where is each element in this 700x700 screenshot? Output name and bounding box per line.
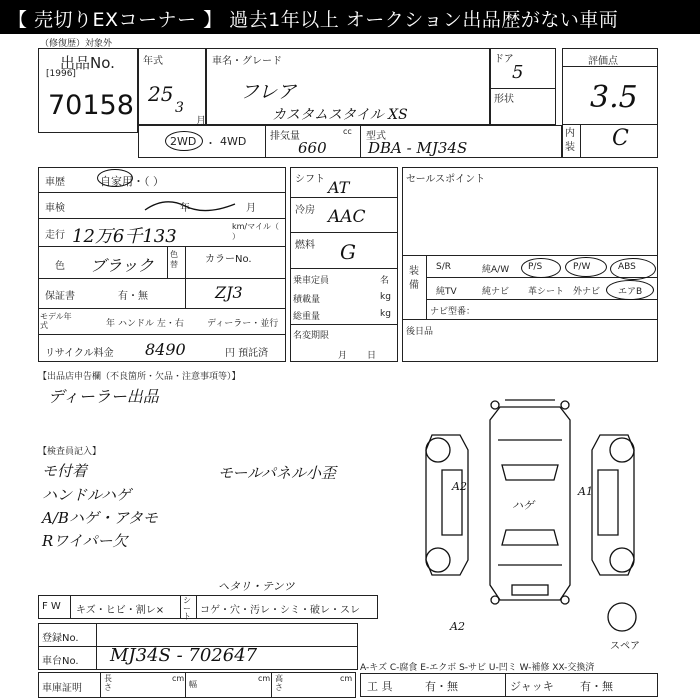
legend: A-キズ C-腐食 E-エクボ S-サビ U-凹ミ W-補修 XX-交換済	[360, 663, 595, 673]
ac-value: AAC	[328, 207, 366, 227]
seller-label: 【出品店申告欄（不良箇所・欠品・注意事項等）】	[38, 372, 241, 382]
note-3: A/Bハゲ・アタモ	[42, 509, 158, 527]
lot-number: 70158	[48, 90, 134, 121]
handle-label: ハンドル 左・右	[118, 319, 184, 329]
row-line-5	[38, 308, 286, 309]
row-line-4	[38, 278, 286, 279]
equip-row-1-item: P/W	[573, 262, 591, 272]
fw-vline	[70, 595, 71, 619]
drive-4wd: 4WD	[220, 135, 247, 148]
cert-row	[38, 672, 356, 698]
interior-value: C	[612, 126, 629, 151]
tools-vline	[505, 673, 506, 697]
equip-bottom-line	[402, 319, 658, 320]
height-cm: cm	[340, 674, 353, 683]
grade: カスタムスタイル XS	[272, 107, 408, 123]
jack-value: 有・無	[580, 680, 613, 693]
equip-vline	[426, 255, 427, 319]
color-label: 色	[55, 261, 65, 272]
recycle-unit: 円 預託済	[225, 348, 269, 359]
note-2: ハンドルハゲ	[42, 486, 131, 504]
dealer-label: ディーラー・並行	[207, 319, 279, 329]
model-year-unit: 年	[106, 319, 116, 329]
door-label: ドア	[494, 54, 514, 65]
inspection-label: 車検	[45, 203, 65, 214]
capacity-unit: 名	[380, 276, 390, 286]
equip-top-line	[402, 255, 658, 256]
equip-row-1-item: S/R	[436, 262, 451, 272]
interior-vline	[580, 124, 581, 158]
color-vline-2	[185, 246, 186, 308]
cert-vline-1	[100, 672, 101, 698]
top-note: （修復歴）対象外	[40, 39, 113, 49]
equip-row-1-item: P/S	[528, 262, 543, 272]
car-name: フレア	[240, 81, 297, 103]
score-label: 評価点	[588, 56, 618, 67]
banner	[0, 0, 700, 34]
recycle-value: 8490	[145, 340, 186, 359]
inspection-month: 月	[246, 203, 256, 214]
shift-label: シフト	[295, 174, 325, 185]
seat-items: コゲ・穴・汚レ・シミ・破レ・スレ	[200, 605, 360, 616]
equip-row-1-item: 純A/W	[482, 265, 510, 275]
mileage-unit: km/マイル（ ）	[232, 222, 279, 241]
abs-circle	[610, 258, 656, 280]
equip-row-2-item: エアB	[618, 287, 643, 297]
car-name-label: 車名・グレード	[212, 56, 282, 67]
seat-label: シート	[183, 596, 191, 621]
model-label: 型式	[366, 131, 386, 142]
cert-vline-2	[185, 672, 186, 698]
drive-vline	[265, 125, 266, 158]
recycle-label: リサイクル料金	[45, 348, 114, 359]
shape-label: 形状	[494, 94, 514, 105]
door-value: 5	[512, 62, 524, 83]
fuel-label: 燃料	[295, 240, 315, 251]
model-vline	[360, 125, 361, 158]
color-no-label: カラーNo.	[205, 254, 252, 265]
displacement-value: 660	[298, 139, 327, 157]
spare-wheel-icon	[605, 600, 639, 634]
drive-2wd: 2WD	[170, 135, 197, 148]
later-label: 後日品	[406, 327, 434, 337]
displacement-unit: cc	[343, 127, 352, 136]
lot-sub: [1996]	[46, 69, 76, 79]
mark-a2-left: A2	[452, 480, 467, 493]
cert-vline-3	[271, 672, 272, 698]
spec-line-1	[290, 197, 398, 198]
note-1: モ付着	[42, 462, 88, 480]
sales-point-label: セールスポイント	[406, 174, 486, 185]
fw-items: キズ・ヒビ・割レ×	[76, 605, 165, 616]
warranty-label: 保証書	[45, 291, 75, 302]
reg-no-label: 登録No.	[42, 633, 79, 644]
name-change-unit: 月日	[338, 351, 397, 361]
note-5: モールパネル小歪	[218, 464, 337, 482]
equip-row-2-item: 純ナビ	[482, 287, 510, 297]
ps-circle	[521, 258, 561, 278]
load-label: 積載量	[293, 295, 321, 305]
inspector-label: 【検査員記入】	[38, 447, 102, 457]
year-label: 年式	[143, 56, 163, 67]
navi-label: ナビ型番：	[430, 307, 476, 317]
drive-2wd-circle	[165, 131, 203, 151]
row-line-1	[38, 192, 286, 193]
color-value: ブラック	[90, 256, 154, 275]
model-year-label: モデル年式	[40, 312, 72, 330]
fuel-value: G	[340, 240, 356, 264]
mileage-label: 走行	[45, 230, 65, 241]
mileage-value: 12万6千133	[72, 226, 177, 247]
banner-title: 【 売切りEXコーナー 】 過去1年以上 オークション出品歴がない車両	[8, 9, 619, 31]
drive-sep: ・	[205, 137, 216, 150]
chassis-value: MJ34S - 702647	[110, 645, 258, 666]
inspection-year: 年	[180, 203, 190, 214]
ac-label: 冷房	[295, 205, 315, 216]
jack-label: ジャッキ	[510, 680, 554, 693]
mark-a1-right: A1	[578, 485, 593, 498]
length-label: 長さ	[104, 674, 112, 692]
tools-row	[360, 673, 658, 697]
displacement-label: 排気量	[270, 131, 300, 142]
seat-note: ヘタリ・テンツ	[218, 580, 295, 593]
spec-line-3	[290, 268, 398, 269]
month-value: 3	[175, 100, 184, 116]
gross-unit: kg	[380, 309, 391, 319]
seat-vline	[180, 595, 181, 619]
airbag-circle	[606, 280, 654, 300]
gross-label: 総重量	[293, 312, 321, 322]
length-cm: cm	[172, 674, 185, 683]
name-change-label: 名変期限	[293, 331, 330, 341]
score-divider	[562, 66, 658, 67]
spare-label: スペア	[610, 641, 640, 652]
mark-hage: ハゲ	[512, 499, 534, 512]
month-unit: 月	[196, 116, 206, 127]
width-cm: cm	[258, 674, 271, 683]
load-unit: kg	[380, 292, 391, 302]
height-label: 高さ	[275, 674, 283, 692]
tools-value: 有・無	[425, 680, 458, 693]
reg-row	[38, 623, 358, 647]
equip-row-2-item: 外ナビ	[573, 287, 601, 297]
tools-label: 工 具	[367, 680, 393, 693]
equip-label: 装備	[409, 266, 419, 291]
row-line-6	[38, 334, 286, 335]
pw-circle	[565, 257, 607, 277]
color-vline-1	[167, 246, 168, 278]
row-line-2	[38, 218, 286, 219]
history-label: 車歴	[45, 177, 65, 188]
model-value: DBA - MJ34S	[368, 139, 468, 157]
score-value: 3.5	[590, 80, 638, 115]
door-divider	[490, 88, 556, 89]
color-change-label: 色替	[170, 250, 178, 269]
cert-label: 車庫証明	[42, 683, 82, 694]
history-circle	[97, 169, 133, 187]
interior-divider	[562, 124, 658, 125]
year-value: 25	[148, 82, 174, 106]
seller-note: ディーラー出品	[48, 387, 159, 406]
fw-label: F W	[42, 601, 61, 612]
equip-row-2-item: 純TV	[436, 287, 457, 297]
lot-label: 出品No.	[60, 54, 115, 72]
color-no-value: ZJ3	[215, 283, 243, 302]
equip-row-1-item: ABS	[618, 262, 636, 272]
mark-a2-rear: A2	[450, 620, 465, 633]
note-4: Rワイパー欠	[42, 532, 128, 550]
spec-line-2	[290, 232, 398, 233]
equip-row-2-item: 革シート	[528, 287, 565, 297]
warranty-value: 有・無	[118, 291, 148, 302]
history-value: 自家用・（ ）	[100, 175, 164, 188]
interior-label: 内装	[565, 128, 575, 153]
spec-line-4	[290, 324, 398, 325]
chassis-label: 車台No.	[42, 656, 79, 667]
width-label: 幅	[189, 680, 197, 689]
capacity-label: 乗車定員	[293, 276, 330, 286]
inspection-scribble	[140, 196, 240, 216]
seat-vline-2	[196, 595, 197, 619]
shift-value: AT	[328, 178, 350, 197]
